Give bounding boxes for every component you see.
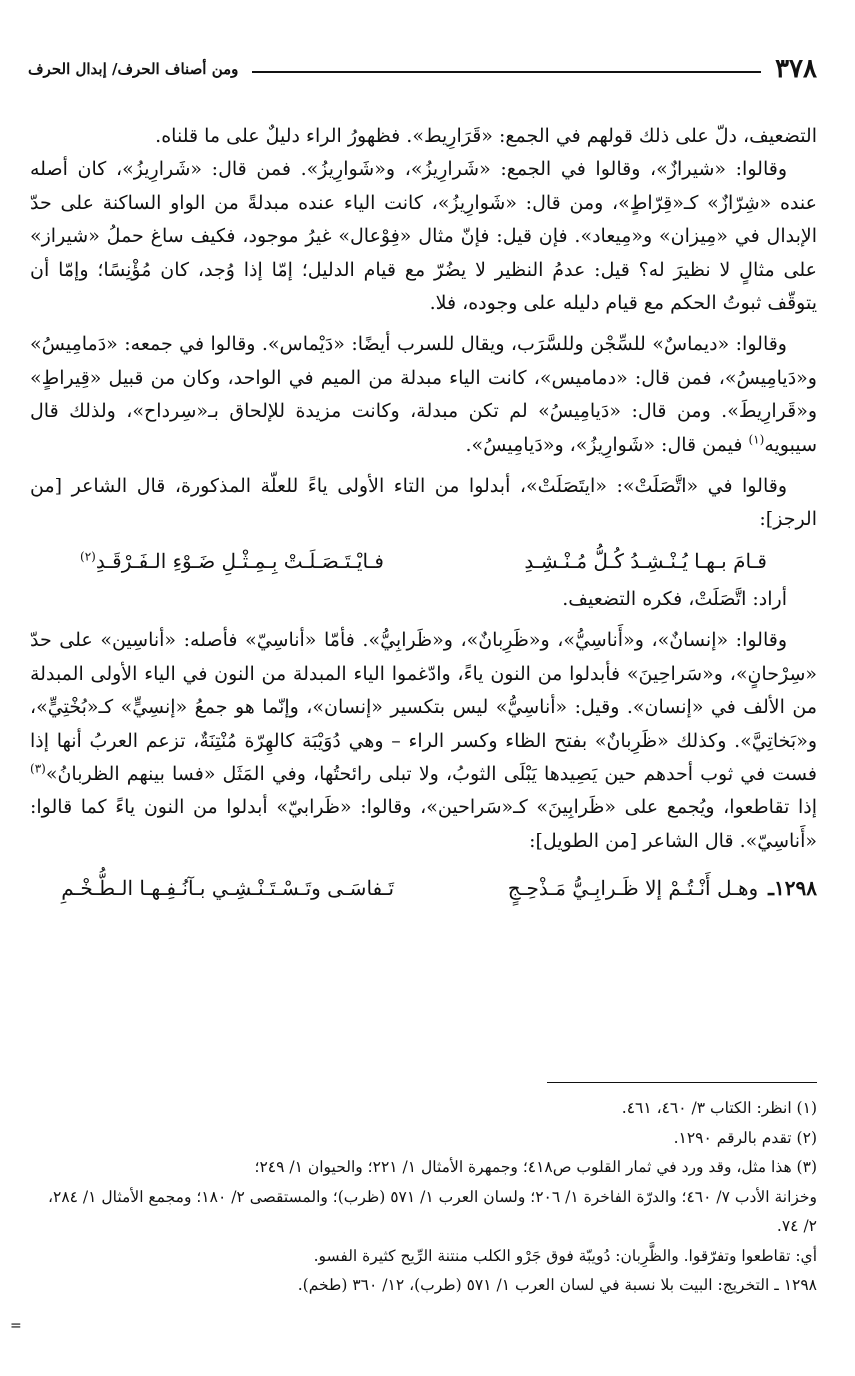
verse-line [30,541,817,581]
verse-hemistich-wrap [80,541,384,581]
footnote-divider [547,1082,817,1083]
footnote-gloss: أي: تقاطعوا وتفرّقوا. والظَّرِبان: دُويبّة فوق جَرْو الكلب منتنة الرِّيح كثيرة الفسو. [313,1246,817,1265]
verse-number: ١٢٩٨ـ [768,876,817,901]
verse-hemistich: قـامَ بـهـا يُـنْـشِـدُ كُـلُّ مُـنْـشِـدِ [524,548,767,573]
paragraph [30,153,817,320]
footnote: (١) انظر: الكتاب ٣/ ٤٦٠، ٤٦١. [621,1099,817,1117]
footnote-continuation: وخزانة الأدب ٧/ ٤٦٠؛ والدرّة الفاخرة ١/ ٢٠٦؛ ولسان العرب ١/ ٥٧١ (ظرب)؛ والمستقصى ٢/ ١٨٠؛ ومجمع الأمثال ١/ ٢٨٤، ٢/ ٧٤. [47,1187,817,1235]
numbered-verse-line [30,868,817,908]
paragraph: التضعيف، دلّ على ذلك قولهم في الجمع: «قَرَارِيط». فظهورُ الراء دليلٌ على ما قلناه. [155,125,817,147]
main-text [30,120,817,908]
verse-hemistich: تَـفاسَـى وتَـسْـتَـنْـشِـي بـآنُـفِـهـا الـطُّـخْـمِ [61,876,395,901]
page-number: ٣٧٨ [775,54,817,84]
footnote: (٣) هذا مثل، وقد ورد في ثمار القلوب ص٤١٨؛ وجمهرة الأمثال ١/ ٢٢١؛ والحيوان ١/ ٢٤٩؛ [254,1158,817,1176]
header-rule [252,71,761,73]
footnotes [30,1094,817,1301]
paragraph-text: وقالوا: «إنسانٌ»، و«أَناسِيُّ»، و«ظَرِبانٌ»، و«ظَرابِيُّ». فأمّا «أناسِيّ» فأصله: «أناسِين» على حدّ «سِرْحانٍ»، و«سَراحِينَ» فأبدلوا من النون ياءً، وادّغموا الياء المبدلة من النون في الياء الأولى المبدلة من الألف في «إنسان». وقيل: «أناسِيُّ» ليس بتكسير «إنسان»، وإنّما هو جمعُ «إنسِيٍّ» كـ«بُخْتِيٍّ»، و«بَخاتِيَّ». وكذلك «ظَرِبانٌ» بفتح الظاء وكسر الراء – وهي دُوَيْبَة كالهِرّة مُنْتِنَةٌ، تزعم العربُ أنها إذا فست في ثوب أحدهم حين يَصِيدها يَبْلَى الثوبُ، ولا تبلى رائحتُها، وفي المَثَل «فسا بينهم الظربانُ» [30,629,817,785]
paragraph [30,328,817,462]
verse-hemistich: فـايْـتَـصَـلَـتْ بِـمِـثْـلِ ضَـوْءِ الـفَـرْقَـدِ [95,548,384,573]
paragraph-text: فيمن قال: «شَوارِيزُ»، و«دَيامِيسُ». [465,433,743,456]
paragraph: وقالوا في «اتَّصَلَتْ»: «ايتَصَلَتْ»، أبدلوا من التاء الأولى ياءً للعلّة المذكورة، قال الشاعر [من الرجز]: [30,475,817,531]
footnote: (٢) تقدم بالرقم ١٢٩٠. [673,1128,817,1147]
footnote-marker: (٢) [80,549,96,564]
paragraph [30,624,817,858]
paragraph-text: وقالوا: «شيرازٌ»، وقالوا في الجمع: «شَرارِيزُ»، و«شَوارِيزُ». فمن قال: «شَرارِيزُ»، كان أصله عنده «شِرّازٌ» كـ«قِرّاطٍ»، ومن قال: «شَوارِيزُ»، كانت الياء عنده مبدلةً من الواو الساكنة على حدّ الإبدال في «مِيزان» و«مِيعاد». فإن قيل: فإنّ مثال «فِوْعال» غيرُ موجود، فكيف ساغ حملُ «شيراز» على مثالٍ لا نظيرَ له؟ قيل: عدمُ النظير لا يضُرّ مع قيام الدليل؛ إمّا إذا وُجد، كان مُؤْنِسًا؛ وإمّا أن يتوقّف ثبوتُ الحكم مع قيام دليله على وجوده، فلا. [30,158,817,315]
verse-hemistich: وهـل أَنْـتُـمْ إلا ظَـرابِـيُّ مَـذْحِـجٍ [507,876,759,901]
verse-citation: ١٢٩٨ ـ التخريج: البيت بلا نسبة في لسان العرب ١/ ٥٧١ (طرب)، ١٢/ ٣٦٠ (طخم). [297,1276,817,1294]
running-title: ومن أصناف الحرف/ إبدال الحرف [28,60,239,78]
margin-mark: = [10,1318,22,1334]
paragraph: أراد: اتَّصَلَتْ، فكره التضعيف. [562,587,787,610]
page-header [28,52,817,86]
paragraph-text: إذا تقاطعوا، ويُجمع على «ظَرابِينَ» كـ«سَراحين»، وقالوا: «ظَرابيّ» أبدلوا من النون ياءً كما قالوا: «أَناسِيّ». قال الشاعر [من الطويل]: [30,796,818,852]
paragraph-text: وقالوا: «ديماسٌ» للسِّجْن وللسَّرَب، ويقال للسرب أيضًا: «دَيْماس». وقالوا في جمعه: «دَمامِيسُ» و«دَيامِيسُ»، فمن قال: «دماميس»، كانت الياء مبدلة من الميم في الواحد، وكان من قبيل «قِيراطٍ» و«قَرارِيطَ». ومن قال: «دَيامِيسُ» لم تكن مبدلة، وكانت مزيدة للإلحاق بـ«سِرداح»، ولذلك قال سيبويه [30,333,817,456]
footnote-marker: (١) [748,432,765,447]
footnote-marker: (٣) [30,761,46,776]
